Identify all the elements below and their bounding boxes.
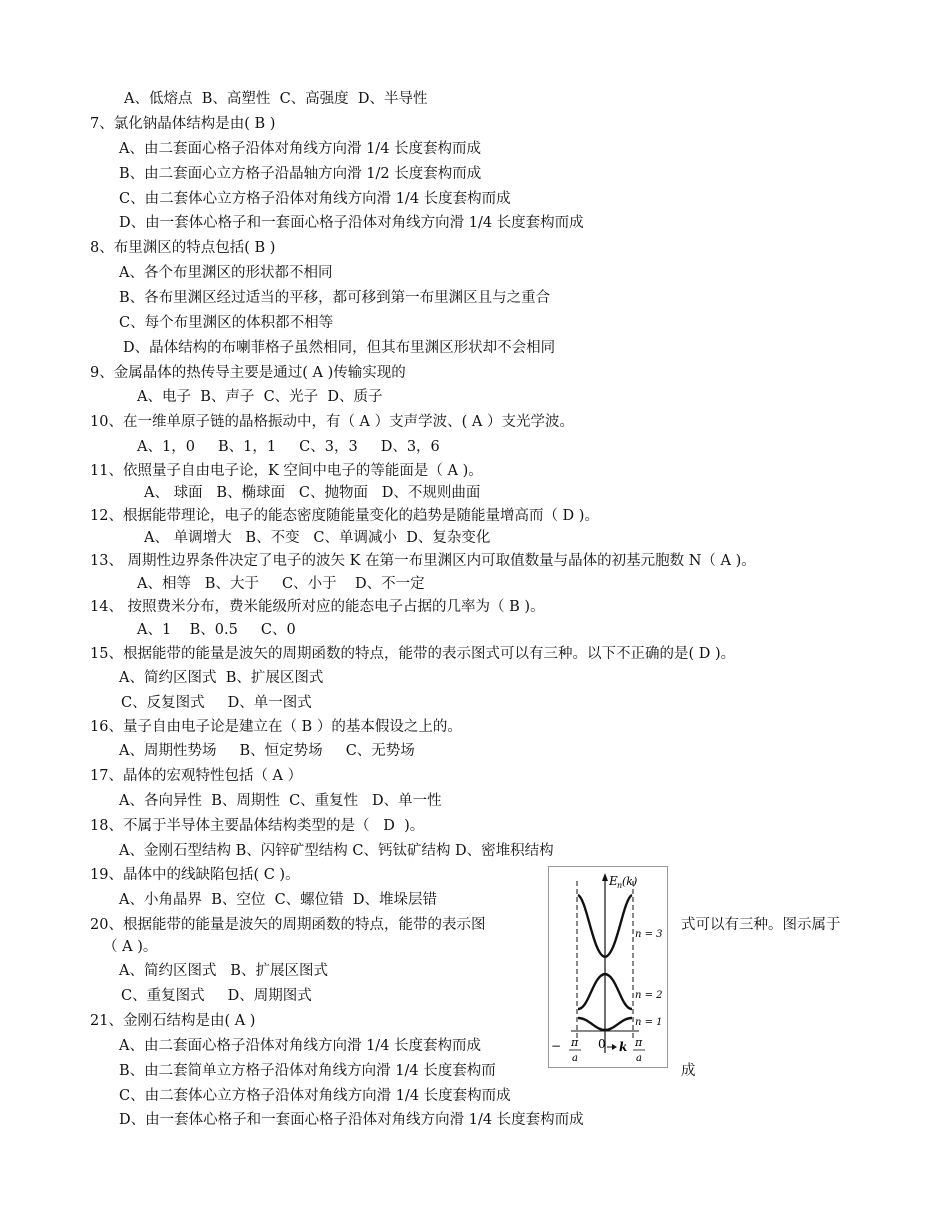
q11-options: A、 球面 B、椭球面 C、抛物面 D、不规则曲面: [144, 485, 481, 501]
q20-stem-answer: （ A )。: [103, 939, 158, 955]
q6-options: A、低熔点 B、高塑性 C、高强度 D、半导性: [124, 91, 428, 107]
q7-stem: 7、氯化钠晶体结构是由( B ): [90, 116, 276, 132]
q19-options: A、小角晶界 B、空位 C、螺位错 D、堆垛层错: [119, 892, 438, 908]
q14-options: A、1 B、0.5 C、0: [137, 622, 296, 638]
q21-option-b-tail: 成: [681, 1063, 696, 1079]
q7-option-b: B、由二套面心立方格子沿晶轴方向滑 1/2 长度套构而成: [119, 166, 482, 182]
q15-options-2: C、反复图式 D、单一图式: [121, 695, 312, 711]
q9-stem: 9、金属晶体的热传导主要是通过( A )传输实现的: [90, 365, 406, 381]
axis-label-sub: n: [617, 881, 623, 890]
x-label-pi-left: π: [571, 1036, 579, 1049]
q21-option-a: A、由二套面心格子沿体对角线方向滑 1/4 长度套构而成: [119, 1038, 482, 1054]
q12-options: A、 单调增大 B、不变 C、单调减小 D、复杂变化: [144, 530, 491, 546]
q8-stem: 8、布里渊区的特点包括( B ): [90, 240, 276, 256]
q21-option-c: C、由二套体心立方格子沿体对角线方向滑 1/4 长度套构而成: [119, 1088, 511, 1104]
band-structure-figure: [548, 866, 668, 1068]
q21-option-d: D、由一套体心格子和一套面心格子沿体对角线方向滑 1/4 长度套构而成: [119, 1112, 584, 1128]
q17-stem: 17、晶体的宏观特性包括（ A ）: [90, 768, 303, 784]
q16-options: A、周期性势场 B、恒定势场 C、无势场: [119, 743, 415, 759]
q8-option-d: D、晶体结构的布喇菲格子虽然相同，但其布里渊区形状却不会相同: [123, 340, 556, 356]
band-label-n1: n = 1: [635, 1017, 663, 1028]
q7-option-c: C、由二套体心立方格子沿体对角线方向滑 1/4 长度套构而成: [119, 191, 511, 207]
band-diagram: [549, 867, 667, 1067]
q20-stem-left: 20、根据能带的能量是波矢的周期函数的特点，能带的表示图: [90, 917, 486, 933]
x-label-a-right: a: [636, 1053, 642, 1064]
q16-stem: 16、量子自由电子论是建立在（ B ）的基本假设之上的。: [90, 719, 462, 735]
x-label-pi-right: π: [635, 1036, 643, 1049]
axis-label-e: E: [609, 874, 618, 888]
q7-option-d: D、由一套体心格子和一套面心格子沿体对角线方向滑 1/4 长度套构而成: [119, 215, 584, 231]
q8-option-b: B、各布里渊区经过适当的平移，都可移到第一布里渊区且与之重合: [119, 290, 551, 306]
q13-stem: 13、 周期性边界条件决定了电子的波矢 K 在第一布里渊区内可取值数量与晶体的初基元胞数 N（ A )。: [90, 553, 756, 569]
q9-options: A、电子 B、声子 C、光子 D、质子: [137, 389, 383, 405]
q21-option-b: B、由二套简单立方格子沿体对角线方向滑 1/4 长度套构而: [119, 1063, 496, 1079]
q18-options: A、金刚石型结构 B、闪锌矿型结构 C、钙钛矿结构 D、密堆积结构: [119, 843, 554, 859]
q8-option-c: C、每个布里渊区的体积都不相等: [119, 315, 334, 331]
q10-stem: 10、在一维单原子链的晶格振动中，有（ A ）支声学波、( A ）支光学波。: [90, 414, 574, 430]
x-label-minus: −: [551, 1039, 562, 1053]
q20-stem-right: 式可以有三种。图示属于: [681, 917, 841, 933]
q11-stem: 11、依照量子自由电子论，K 空间中电子的等能面是（ A )。: [90, 463, 483, 479]
q19-stem: 19、晶体中的线缺陷包括( C )。: [90, 867, 300, 883]
q8-option-a: A、各个布里渊区的形状都不相同: [119, 265, 333, 281]
q20-options-1: A、简约区图式 B、扩展区图式: [119, 963, 328, 979]
band-label-n3: n = 3: [635, 929, 663, 940]
q10-options: A、1，0 B、1，1 C、3，3 D、3，6: [137, 439, 440, 455]
q14-stem: 14、 按照费米分布，费米能级所对应的能态电子占据的几率为（ B )。: [90, 599, 545, 615]
x-label-k: k: [619, 1040, 628, 1054]
x-label-a-left: a: [572, 1053, 578, 1064]
q15-options-1: A、简约区图式 B、扩展区图式: [119, 670, 324, 686]
q12-stem: 12、根据能带理论，电子的能态密度随能量变化的趋势是随能量增高而（ D )。: [90, 508, 599, 524]
q20-options-2: C、重复图式 D、周期图式: [121, 988, 312, 1004]
q17-options: A、各向异性 B、周期性 C、重复性 D、单一性: [119, 793, 442, 809]
q7-option-a: A、由二套面心格子沿体对角线方向滑 1/4 长度套构而成: [119, 141, 482, 157]
q18-stem: 18、不属于半导体主要晶体结构类型的是（ D )。: [90, 818, 425, 834]
q13-options: A、相等 B、大于 C、小于 D、不一定: [137, 576, 425, 592]
x-label-zero: 0: [598, 1037, 606, 1051]
band-label-n2: n = 2: [635, 990, 663, 1001]
q21-stem: 21、金刚石结构是由( A ): [90, 1013, 256, 1029]
q15-stem: 15、根据能带的能量是波矢的周期函数的特点，能带的表示图式可以有三种。以下不正确的是( D )。: [90, 646, 736, 662]
axis-label-paren: (k): [622, 875, 638, 888]
